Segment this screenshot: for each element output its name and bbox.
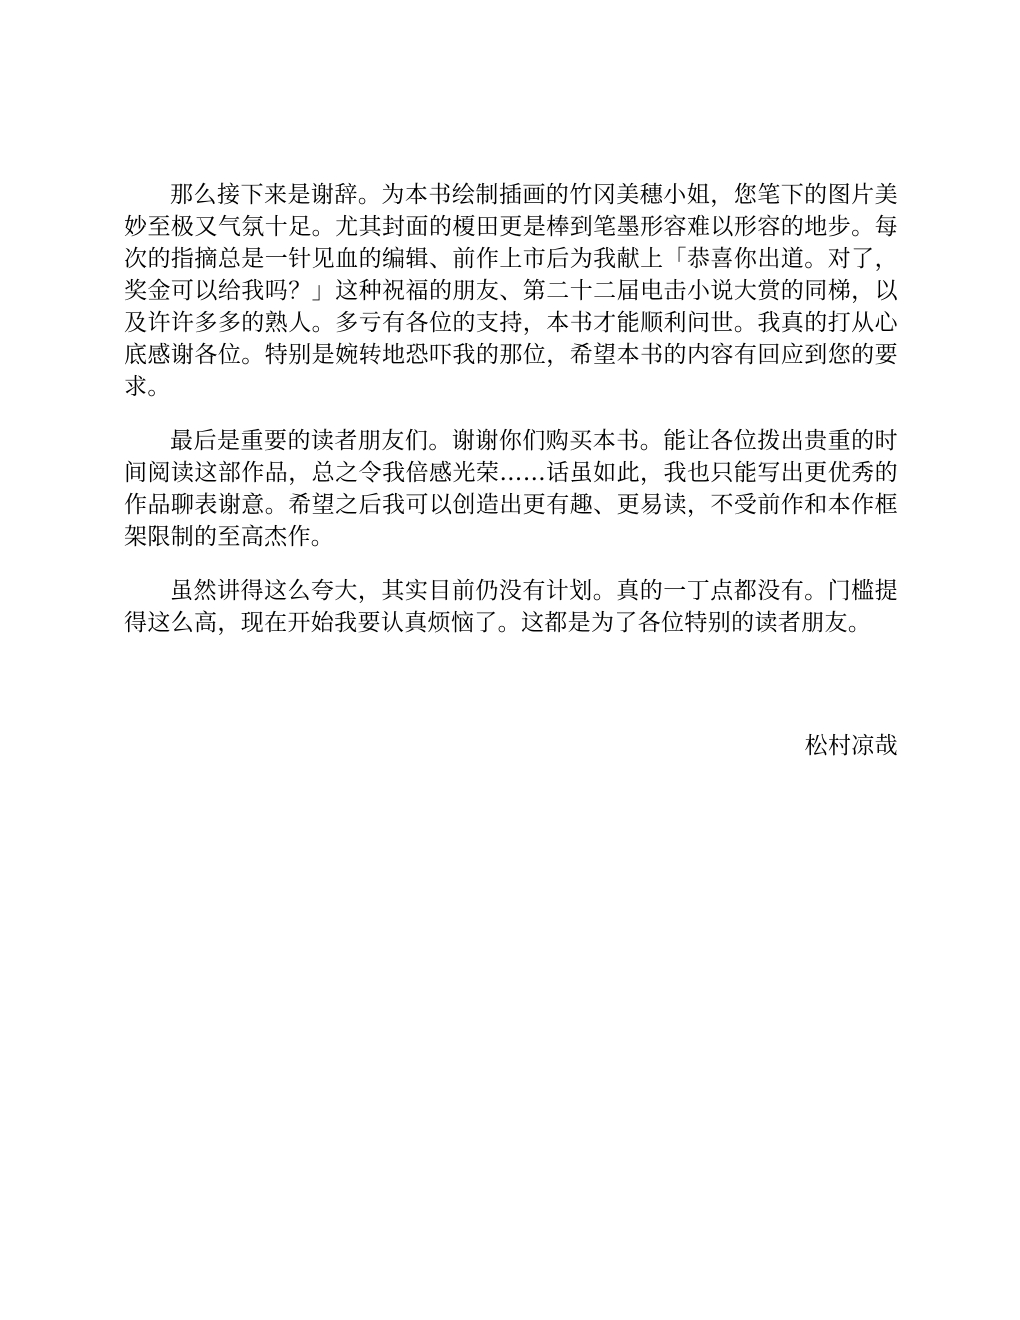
paragraph-readers: 最后是重要的读者朋友们。谢谢你们购买本书。能让各位拨出贵重的时间阅读这部作品，总之令我倍感光荣……话虽如此，我也只能写出更优秀的作品聊表谢意。希望之后我可以创造出更有趣、更易读，不受前作和本作框架限制的至高杰作。 bbox=[124, 428, 898, 550]
paragraph-closing: 虽然讲得这么夸大，其实目前仍没有计划。真的一丁点都没有。门槛提得这么高，现在开始我要认真烦恼了。这都是为了各位特别的读者朋友。 bbox=[124, 578, 898, 636]
author-signature: 松村凉哉 bbox=[804, 733, 898, 759]
afterword-body bbox=[124, 179, 898, 639]
paragraph-acknowledgements: 那么接下来是谢辞。为本书绘制插画的竹冈美穗小姐，您笔下的图片美妙至极又气氛十足。尤其封面的榎田更是棒到笔墨形容难以形容的地步。每次的指摘总是一针见血的编辑、前作上市后为我献上「恭喜你出道。对了，奖金可以给我吗？」这种祝福的朋友、第二十二届电击小说大赏的同梯，以及许许多多的熟人。多亏有各位的支持，本书才能顺利问世。我真的打从心底感谢各位。特别是婉转地恐吓我的那位，希望本书的内容有回应到您的要求。 bbox=[124, 182, 898, 400]
